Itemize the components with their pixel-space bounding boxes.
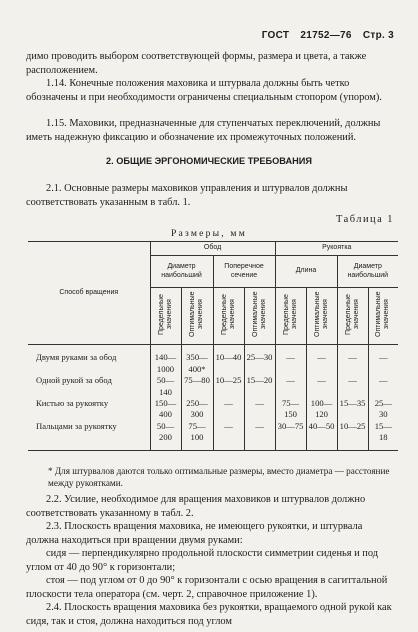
header-rim: Обод: [150, 242, 275, 256]
cell: —: [244, 421, 275, 450]
table-row: [28, 345, 398, 375]
header-optimal: Оптимальные значения: [181, 288, 213, 345]
table-row: [28, 375, 398, 398]
cell: —: [368, 345, 398, 375]
cell: —: [368, 375, 398, 398]
cell: 75—100: [181, 421, 213, 450]
table-row: [28, 398, 398, 421]
table-row: [28, 421, 398, 450]
cell: —: [244, 398, 275, 421]
header-limit: Предельные значения: [275, 288, 306, 345]
paragraph-2-2: 2.2. Усилие, необходимое для вращения маховиков и штурвалов должно соответствовать указанному в табл. 2.: [26, 494, 366, 519]
header-rim-diameter: Диаметр наибольший: [150, 256, 213, 288]
cell: 50—140: [150, 375, 181, 398]
header-limit: Предельные значения: [150, 288, 181, 345]
cell: —: [213, 421, 244, 450]
row-label: Пальцами за рукоятку: [36, 420, 117, 431]
paragraph-2-1: 2.1. Основные размеры маховиков управления и штурвалов должны соответствовать указанным в табл. 1.: [26, 183, 348, 208]
cell: 30—75: [275, 421, 306, 450]
cell: —: [213, 398, 244, 421]
cell: —: [275, 345, 306, 375]
paragraph-1-14: 1.14. Конечные положения маховика и штурвала должны быть четко обозначены и при необходимости ограничены специальным стопором (упором).: [26, 78, 382, 103]
paragraph-2-4: 2.4. Плоскость вращения маховика без рукоятки, вращаемого одной рукой как сидя, так и стоя, должна находиться под углом: [26, 602, 392, 627]
table-caption: Таблица 1: [336, 214, 394, 225]
header-handle-diameter: Диаметр наибольший: [337, 256, 398, 288]
row-label: Одной рукой за обод: [36, 375, 112, 386]
paragraph-continuation: димо проводить выбором соответствующей формы, размера и цвета, а также расположением.: [26, 51, 367, 76]
row-label: Двумя руками за обод: [36, 352, 117, 363]
dimensions-table: [28, 241, 398, 451]
header-page-number: Стр. 3: [362, 30, 394, 41]
cell: —: [306, 375, 337, 398]
header-limit: Предельные значения: [337, 288, 368, 345]
header-rim-section: Поперечное сечение: [213, 256, 275, 288]
paragraph-2-3: 2.3. Плоскость вращения маховика, не имеющего рукоятки, и штурвала должна находиться при вращении двумя руками:: [26, 521, 363, 546]
header-method: Способ вращения: [28, 242, 150, 345]
cell: 15—18: [368, 421, 398, 450]
paragraph-1-15: 1.15. Маховики, предназначенные для ступенчатых переключений, должны иметь надежную фиксацию и обозначение их промежуточных положений.: [26, 118, 381, 143]
header-handle-length: Длина: [275, 256, 337, 288]
cell: 15—35: [337, 398, 368, 421]
row-label: Кистью за рукоятку: [36, 398, 109, 409]
header-optimal: Оптимальные значения: [244, 288, 275, 345]
cell: 140—1000: [150, 345, 181, 375]
header-handle: Рукоятка: [275, 242, 398, 256]
header-limit: Предельные значения: [213, 288, 244, 345]
cell: 150—400: [150, 398, 181, 421]
cell: —: [337, 345, 368, 375]
cell: 10—40: [213, 345, 244, 375]
cell: 75—80: [181, 375, 213, 398]
table-subtitle: Размеры, мм: [171, 228, 247, 239]
cell: 10—25: [213, 375, 244, 398]
cell: 75—150: [275, 398, 306, 421]
cell: 50—200: [150, 421, 181, 450]
cell: 25—30: [368, 398, 398, 421]
cell: 350—400*: [181, 345, 213, 375]
cell: —: [337, 375, 368, 398]
cell: 25—30: [244, 345, 275, 375]
cell: 10—25: [337, 421, 368, 450]
cell: —: [306, 345, 337, 375]
header-gost: ГОСТ: [261, 30, 290, 41]
cell: 15—20: [244, 375, 275, 398]
cell: 40—50: [306, 421, 337, 450]
cell: 250—300: [181, 398, 213, 421]
header-optimal: Оптимальные значения: [306, 288, 337, 345]
paragraph-2-3-sitting: сидя — перпендикулярно продольной плоскости симметрии сиденья и под углом от 40 до 90° к горизонтали;: [26, 548, 379, 573]
section-title: 2. ОБЩИЕ ЭРГОНОМИЧЕСКИЕ ТРЕБОВАНИЯ: [106, 156, 312, 166]
table-footnote: * Для штурвалов даются только оптимальные размеры, вместо диаметра — расстояние между рукоятками.: [48, 466, 390, 488]
paragraph-2-3-standing: стоя — под углом от 0 до 90° к горизонтали с осью вращения в сагиттальной плоскости тела оператора (см. черт. 2, справочное приложение 1).: [26, 575, 388, 600]
header-standard-number: 21752—76: [300, 30, 352, 41]
page-header: [254, 30, 394, 41]
header-optimal: Оптимальные значения: [368, 288, 398, 345]
cell: —: [275, 375, 306, 398]
cell: 100—120: [306, 398, 337, 421]
